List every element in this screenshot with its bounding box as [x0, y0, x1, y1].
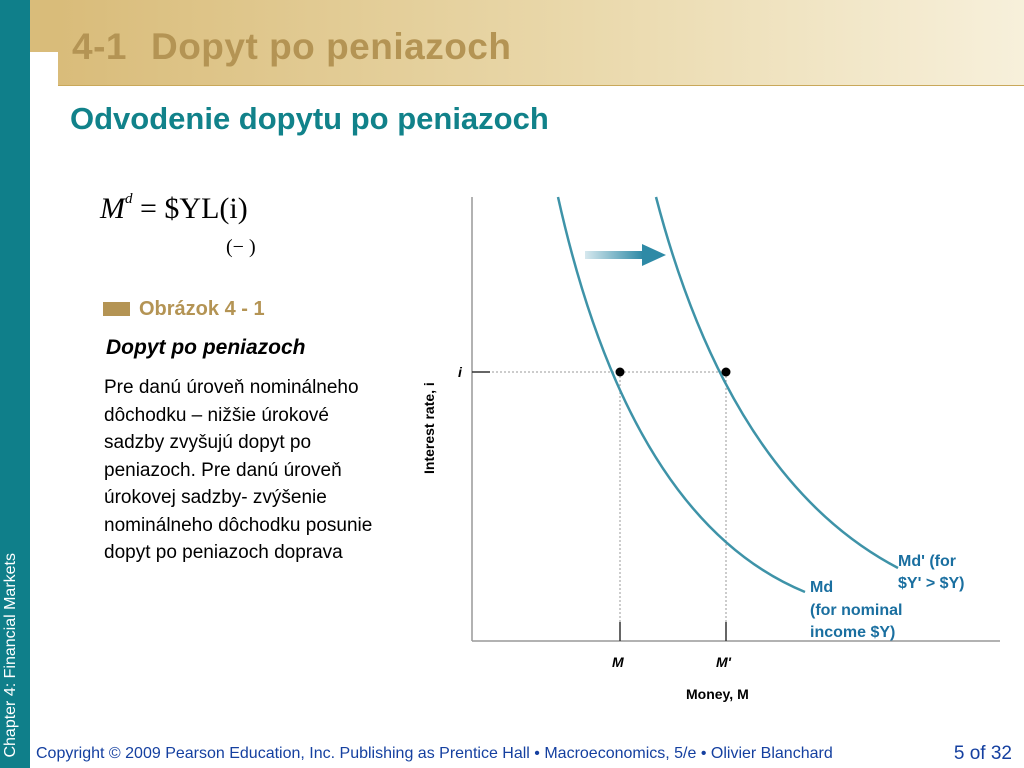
m-prime-tick-label: M'	[716, 654, 731, 670]
md-prime-curve-sub-label: $Y' > $Y)	[898, 575, 965, 592]
md-prime-equilibrium-point	[722, 368, 731, 377]
shift-right-arrow	[585, 244, 666, 266]
md-curve-label: Md	[810, 579, 834, 596]
i-tick-label: i	[458, 364, 462, 380]
sidebar-chapter-label: Chapter 4: Financial Markets	[2, 553, 19, 758]
figure-title: Dopyt po peniazoch	[106, 336, 306, 359]
m-tick-label: M	[612, 654, 624, 670]
page-number: 5 of 32	[953, 743, 1012, 764]
formula-lhs: M	[100, 192, 125, 225]
figure-label: Obrázok 4 - 1	[139, 298, 265, 320]
md-equilibrium-point	[616, 368, 625, 377]
figure-description: Pre danú úroveň nominálneho dôchodku – nižšie úrokové sadzby zvyšujú dopyt po peniazoch. Pre danú úroveň úrokovej sadzby- zvýšenie nominálneho dôchodku posunie dopyt po peniazoch doprava	[104, 377, 373, 563]
section-title: Dopyt po peniazoch	[150, 26, 512, 67]
md-curve-sub-label-2: income $Y)	[810, 624, 896, 641]
md-prime-curve	[656, 197, 898, 568]
footer-copyright: Copyright © 2009 Pearson Education, Inc. Publishing as Prentice Hall • Macroeconomics, 5/e • Olivier Blanchard	[36, 745, 833, 762]
formula-lhs-sup: d	[125, 191, 133, 207]
formula-rhs: = $YL(i)	[140, 192, 248, 225]
y-axis-label: Interest rate, i	[421, 382, 437, 474]
md-prime-curve-label: Md' (for	[898, 553, 957, 570]
slide-subtitle: Odvodenie dopytu po peniazoch	[70, 101, 549, 136]
x-axis-label: Money, M	[686, 686, 749, 702]
section-number: 4-1	[72, 26, 127, 67]
formula-sign: (− )	[226, 236, 256, 258]
md-curve-sub-label: (for nominal	[810, 602, 903, 619]
